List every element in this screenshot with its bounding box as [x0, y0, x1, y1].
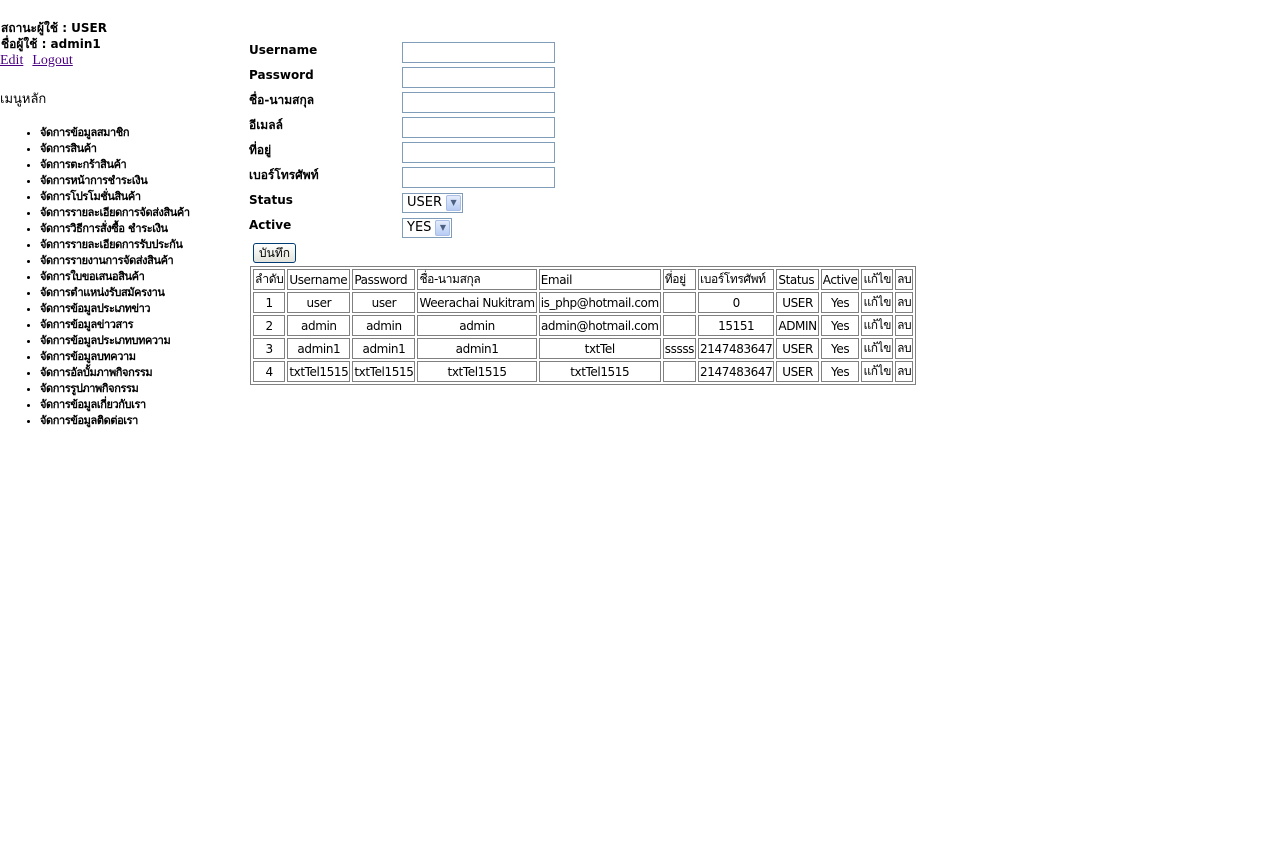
menu-item[interactable]: • จัดการวิธีการสั่งซื้อ ชำระเงิน [40, 221, 245, 237]
address-input[interactable] [402, 142, 555, 163]
delete-link[interactable]: ลบ [895, 338, 913, 359]
menu-item[interactable]: • จัดการอัลบั้มภาพกิจกรรม [40, 365, 245, 381]
logout-link[interactable]: Logout [32, 53, 73, 68]
menu-item[interactable]: • จัดการรายละเอียดการจัดส่งสินค้า [40, 205, 245, 221]
delete-link[interactable]: ลบ [895, 292, 913, 313]
menu-item[interactable]: • จัดการตำแหน่งรับสมัครงาน [40, 285, 245, 301]
menu-item[interactable]: • จัดการรายงานการจัดส่งสินค้า [40, 253, 245, 269]
table-row [253, 315, 913, 336]
table-cell: 15151 [698, 315, 774, 336]
column-header-col-edit: แก้ไข [861, 269, 893, 290]
column-header-col-delete: ลบ [895, 269, 913, 290]
table-cell: 2147483647 [698, 361, 774, 382]
table-cell: 3 [253, 338, 285, 359]
fullname-row [249, 90, 555, 115]
edit-link[interactable]: แก้ไข [861, 338, 893, 359]
table-cell: admin1 [352, 338, 415, 359]
table-cell: sssss [663, 338, 696, 359]
email-row [249, 115, 555, 140]
chevron-down-icon[interactable]: ▼ [435, 220, 450, 236]
table-row [253, 292, 913, 313]
column-header-col-username: Username [287, 269, 350, 290]
fullname-input[interactable] [402, 92, 555, 113]
table-cell: USER [776, 292, 818, 313]
table-cell: 4 [253, 361, 285, 382]
table-row [253, 338, 913, 359]
table-cell: Yes [821, 315, 860, 336]
active-label: Active [249, 218, 292, 232]
address-row [249, 140, 555, 165]
username-label: Username [249, 43, 318, 57]
status-select[interactable] [402, 193, 463, 213]
active-select-value: YES [407, 220, 432, 235]
menu-item[interactable]: • จัดการข้อมูลประเภทบทความ [40, 333, 245, 349]
account-links [0, 52, 245, 70]
table-cell: 1 [253, 292, 285, 313]
menu-item[interactable]: • จัดการสินค้า [40, 141, 245, 157]
table-cell: txtTel1515 [352, 361, 415, 382]
edit-link[interactable]: แก้ไข [861, 292, 893, 313]
table-cell: admin [352, 315, 415, 336]
menu-item[interactable]: • จัดการหน้าการชำระเงิน [40, 173, 245, 189]
table-cell: txtTel1515 [539, 361, 661, 382]
menu-item[interactable]: • จัดการข้อมูลสมาชิก [40, 125, 245, 141]
main-menu-title: เมนูหลัก [0, 92, 47, 107]
table-cell: user [352, 292, 415, 313]
column-header-col-order: ลำดับ [253, 269, 285, 290]
active-row [249, 215, 555, 240]
table-cell [663, 315, 696, 336]
table-body [253, 292, 913, 382]
table-cell: admin1 [417, 338, 536, 359]
left-panel [0, 20, 245, 429]
chevron-down-icon[interactable]: ▼ [446, 195, 461, 211]
menu-item[interactable]: • จัดการข้อมูลติดต่อเรา [40, 413, 245, 429]
user-status-text: สถานะผู้ใช้ : USER [1, 21, 107, 35]
table-cell: admin@hotmail.com [539, 315, 661, 336]
save-button[interactable]: บันทึก [253, 243, 296, 263]
column-header-col-fullname: ชื่อ-นามสกุล [417, 269, 536, 290]
table-cell: is_php@hotmail.com [539, 292, 661, 313]
table-cell: 2 [253, 315, 285, 336]
table-cell: 2147483647 [698, 338, 774, 359]
menu-item[interactable]: • จัดการข้อมูลข่าวสาร [40, 317, 245, 333]
column-header-col-status: Status [776, 269, 818, 290]
menu-item[interactable]: • จัดการข้อมูลประเภทข่าว [40, 301, 245, 317]
table-header-row [253, 269, 913, 290]
column-header-col-phone: เบอร์โทรศัพท์ [698, 269, 774, 290]
menu-item[interactable]: • จัดการใบขอเสนอสินค้า [40, 269, 245, 285]
username-input[interactable] [402, 42, 555, 63]
delete-link[interactable]: ลบ [895, 315, 913, 336]
table-cell: ADMIN [776, 315, 818, 336]
table-cell: admin1 [287, 338, 350, 359]
menu-item[interactable]: • จัดการข้อมูลบทความ [40, 349, 245, 365]
edit-link[interactable]: แก้ไข [861, 315, 893, 336]
password-label: Password [249, 68, 314, 82]
delete-link[interactable]: ลบ [895, 361, 913, 382]
table-cell: USER [776, 338, 818, 359]
table-cell: txtTel1515 [287, 361, 350, 382]
phone-label: เบอร์โทรศัพท์ [249, 168, 319, 182]
column-header-col-active: Active [821, 269, 860, 290]
table-cell: admin [417, 315, 536, 336]
password-input[interactable] [402, 67, 555, 88]
column-header-col-email: Email [539, 269, 661, 290]
menu-item[interactable]: • จัดการโปรโมชั่นสินค้า [40, 189, 245, 205]
table-cell: Yes [821, 292, 860, 313]
table-cell: USER [776, 361, 818, 382]
table-cell: Weerachai Nukitram [417, 292, 536, 313]
active-select[interactable] [402, 218, 452, 238]
table-cell: txtTel1515 [417, 361, 536, 382]
main-menu-list [0, 125, 245, 429]
members-table [250, 266, 916, 385]
table-cell: admin [287, 315, 350, 336]
table-row [253, 361, 913, 382]
table-cell [663, 361, 696, 382]
email-input[interactable] [402, 117, 555, 138]
address-label: ที่อยู่ [249, 143, 272, 157]
table-cell: 0 [698, 292, 774, 313]
status-label: Status [249, 193, 293, 207]
status-select-value: USER [407, 195, 443, 210]
fullname-label: ชื่อ-นามสกุล [249, 93, 315, 107]
phone-input[interactable] [402, 167, 555, 188]
menu-item[interactable]: • จัดการข้อมูลเกี่ยวกับเรา [40, 397, 245, 413]
password-row [249, 65, 555, 90]
column-header-col-password: Password [352, 269, 415, 290]
table-cell: Yes [821, 361, 860, 382]
phone-row [249, 165, 555, 190]
column-header-col-address: ที่อยู่ [663, 269, 696, 290]
table-cell: txtTel [539, 338, 661, 359]
username-row [249, 40, 555, 65]
edit-link[interactable]: Edit [0, 53, 24, 68]
table-cell: user [287, 292, 350, 313]
menu-item[interactable]: • จัดการรูปภาพกิจกรรม [40, 381, 245, 397]
menu-item[interactable]: • จัดการรายละเอียดการรับประกัน [40, 237, 245, 253]
status-row [249, 190, 555, 215]
table-cell: Yes [821, 338, 860, 359]
email-label: อีเมลล์ [249, 118, 283, 132]
table-cell [663, 292, 696, 313]
user-name-text: ชื่อผู้ใช้ : admin1 [1, 37, 101, 51]
menu-item[interactable]: • จัดการตะกร้าสินค้า [40, 157, 245, 173]
edit-link[interactable]: แก้ไข [861, 361, 893, 382]
user-form [249, 40, 555, 260]
